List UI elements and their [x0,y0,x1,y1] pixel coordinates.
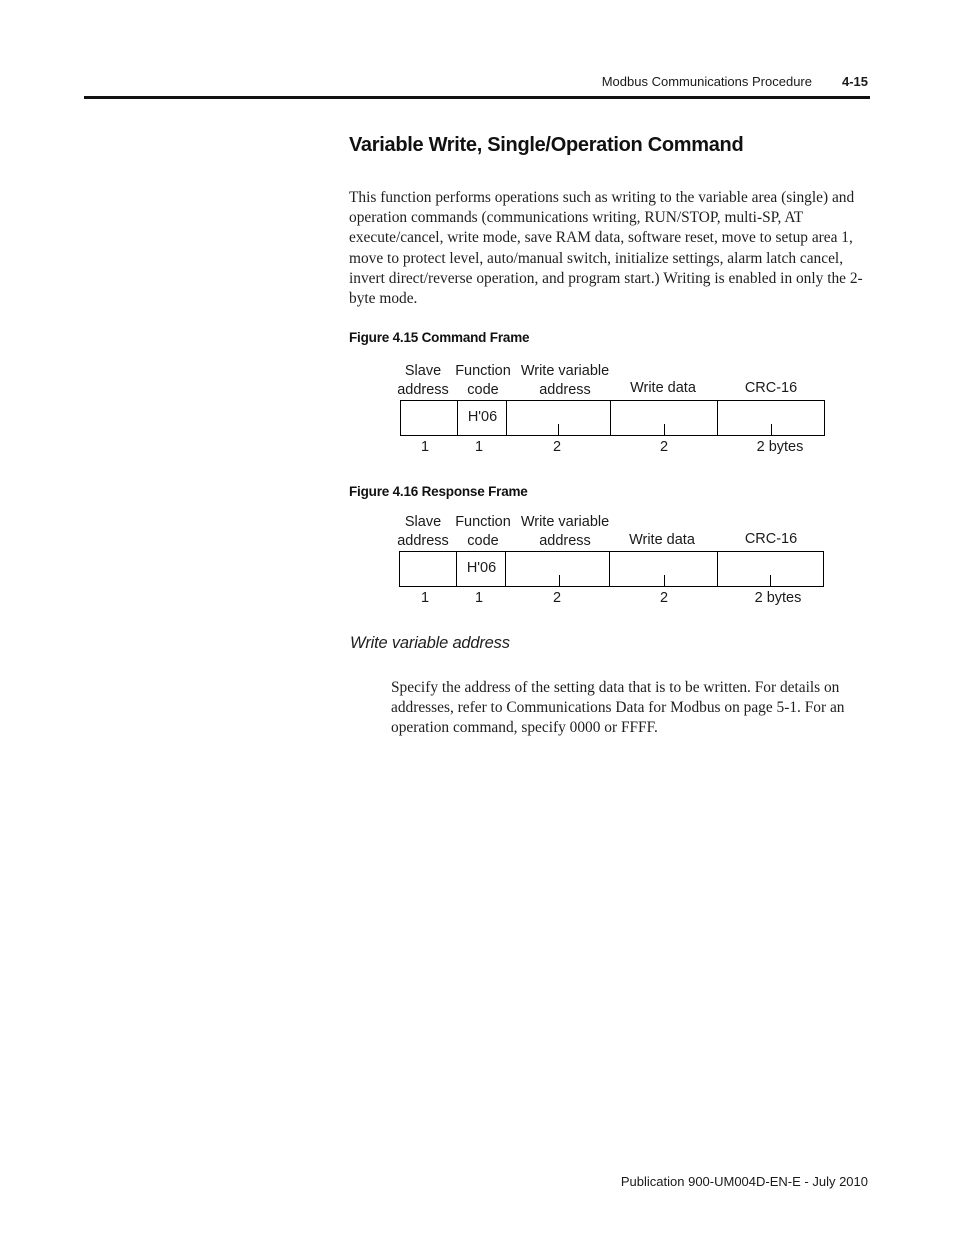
count-slave: 1 [420,439,430,455]
cell-function-code [456,552,506,586]
figure-caption-response: Figure 4.16 Response Frame [349,484,528,499]
frame-box [400,400,825,436]
cell-function-code [457,401,507,435]
cell-crc [717,401,825,435]
intro-paragraph: This function performs operations such as writing to the variable area (single) and operation commands (communications writing, RUN/STOP, multi-SP, AT execute/cancel, write mode, save RAM data, software reset, move to setup area 1, move to protect level, auto/manual switch, initialize settings, alarm latch cancel, invert direct/reverse operation, and program start.) Writing is enabled in only the 2-byte mode. [349,189,863,308]
footer-publication: Publication 900-UM004D-EN-E - July 2010 [620,1174,868,1189]
count-data: 2 [659,590,669,606]
byte-divider-tick [558,424,559,435]
label-slave-address: Slave address [397,514,449,549]
count-crc: 2 bytes [756,439,804,455]
label-crc: CRC-16 [744,531,798,547]
cell-slave-address [400,552,456,586]
count-crc: 2 bytes [754,590,802,606]
byte-divider-tick [664,575,665,586]
header-rule [84,96,870,99]
label-crc: CRC-16 [744,380,798,396]
header-section-name: Modbus Communications Procedure [601,74,812,89]
cell-write-data [609,552,718,586]
command-frame-diagram [395,362,835,462]
label-function-code: Function code [455,514,511,549]
cell-crc [717,552,824,586]
label-function-code: Function code [455,363,511,398]
byte-divider-tick [664,424,665,435]
cell-address [506,401,611,435]
count-function: 1 [474,439,484,455]
label-write-data: Write data [629,532,695,548]
byte-divider-tick [771,424,772,435]
function-code-value: H'06 [466,560,497,576]
figure-caption-command: Figure 4.15 Command Frame [349,330,530,345]
byte-divider-tick [770,575,771,586]
function-code-value: H'06 [467,409,498,425]
section-title: Variable Write, Single/Operation Command [349,134,744,156]
frame-box [399,551,824,587]
cell-address [505,552,610,586]
header-page-number: 4-15 [841,74,868,89]
cell-slave-address [401,401,457,435]
label-slave-address: Slave address [397,363,449,398]
subsection-paragraph: Specify the address of the setting data that is to be written. For details on addresses, refer to Communications Data for Modbus on page 5-1. For an operation command, specify 0000 or FFFF. [391,679,845,737]
count-address: 2 [552,590,562,606]
byte-divider-tick [559,575,560,586]
count-address: 2 [552,439,562,455]
label-write-variable-address: Write variable address [520,514,610,549]
label-write-variable-address: Write variable address [520,363,610,398]
label-write-data: Write data [630,380,696,396]
count-function: 1 [474,590,484,606]
count-slave: 1 [420,590,430,606]
subsection-title: Write variable address [350,634,510,652]
count-data: 2 [659,439,669,455]
response-frame-diagram [395,513,835,613]
cell-write-data [610,401,718,435]
